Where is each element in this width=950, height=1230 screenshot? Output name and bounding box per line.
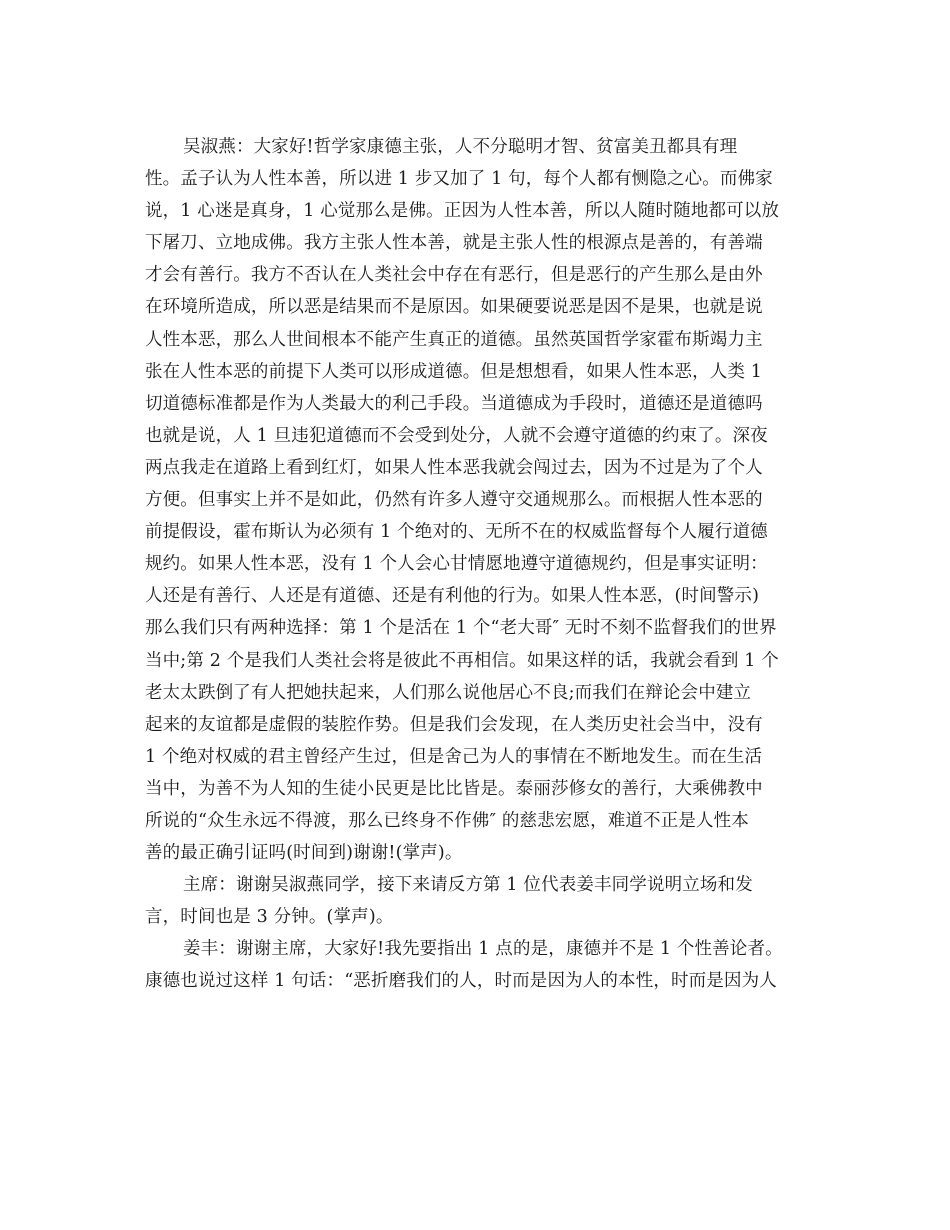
text-line: 切道德标准都是作为人类最大的利己手段。当道德成为手段时，道德还是道德吗 xyxy=(145,393,763,414)
text-line: 在环境所造成，所以恶是结果而不是原因。如果硬要说恶是因不是果，也就是说 xyxy=(145,297,763,318)
text-line: 当中;第 2 个是我们人类社会将是彼此不再相信。如果这样的话，我就会看到 1 个 xyxy=(145,650,779,671)
text-line: 说，1 心迷是真身，1 心觉那么是佛。正因为人性本善，所以人随时随地都可以放 xyxy=(145,201,780,222)
text-line: 当中，为善不为人知的生徒小民更是比比皆是。泰丽莎修女的善行，大乘佛教中 xyxy=(145,778,763,799)
text-line: 人还是有善行、人还是有道德、还是有利他的行为。如果人性本恶，(时间警示) xyxy=(145,586,760,607)
text-line: 吴淑燕：大家好!哲学家康德主张，人不分聪明才智、贫富美丑都具有理 xyxy=(183,137,738,157)
paragraph-wu-shuyan-statement xyxy=(145,131,810,869)
text-line: 张在人性本恶的前提下人类可以形成道德。但是想想看，如果人性本恶，人类 1 xyxy=(145,361,763,382)
text-line: 下屠刀、立地成佛。我方主张人性本善，就是主张人性的根源点是善的，有善端 xyxy=(145,233,763,254)
text-line: 言，时间也是 3 分钟。(掌声)。 xyxy=(145,907,394,928)
text-line: 老太太跌倒了有人把她扶起来，人们那么说他居心不良;而我们在辩论会中建立 xyxy=(145,682,752,703)
paragraph-jiang-feng-statement xyxy=(145,933,810,997)
document-body xyxy=(145,131,810,998)
text-line: 两点我走在道路上看到红灯，如果人性本恶我就会闯过去，因为不过是为了个人 xyxy=(145,457,763,478)
paragraph-chair-remark xyxy=(145,869,810,933)
text-line: 善的最正确引证吗(时间到)谢谢!(掌声)。 xyxy=(145,843,463,864)
text-line: 姜丰：谢谢主席，大家好!我先要指出 1 点的是，康德并不是 1 个性善论者。 xyxy=(183,939,783,960)
text-line: 性。孟子认为人性本善，所以进 1 步又加了 1 句，每个人都有恻隐之心。而佛家 xyxy=(145,169,773,190)
text-line: 主席：谢谢吴淑燕同学，接下来请反方第 1 位代表姜丰同学说明立场和发 xyxy=(183,875,753,896)
text-line: 人性本恶，那么人世间根本不能产生真正的道德。虽然英国哲学家霍布斯竭力主 xyxy=(145,329,763,350)
text-line: 方便。但事实上并不是如此，仍然有许多人遵守交通规那么。而根据人性本恶的 xyxy=(145,490,763,511)
text-line: 那么我们只有两种选择：第 1 个是活在 1 个“老大哥″ 无时不刻不监督我们的世界 xyxy=(145,618,777,639)
text-line: 起来的友谊都是虚假的装腔作势。但是我们会发现，在人类历史社会当中，没有 xyxy=(145,714,763,735)
text-line: 康德也说过这样 1 句话：“恶折磨我们的人，时而是因为人的本性，时而是因为人 xyxy=(145,971,777,992)
text-line: 1 个绝对权威的君主曾经产生过，但是舍己为人的事情在不断地发生。而在生活 xyxy=(145,746,763,767)
text-line: 才会有善行。我方不否认在人类社会中存在有恶行，但是恶行的产生那么是由外 xyxy=(145,265,763,286)
text-line: 规约。如果人性本恶，没有 1 个人会心甘情愿地遵守道德规约，但是事实证明： xyxy=(145,554,768,575)
text-line: 也就是说，人 1 旦违犯道德而不会受到处分，人就不会遵守道德的约束了。深夜 xyxy=(145,425,768,446)
text-line: 所说的“众生永远不得渡，那么已终身不作佛″ 的慈悲宏愿，难道不正是人性本 xyxy=(145,810,749,831)
text-line: 前提假设，霍布斯认为必须有 1 个绝对的、无所不在的权威监督每个人履行道德 xyxy=(145,522,768,543)
